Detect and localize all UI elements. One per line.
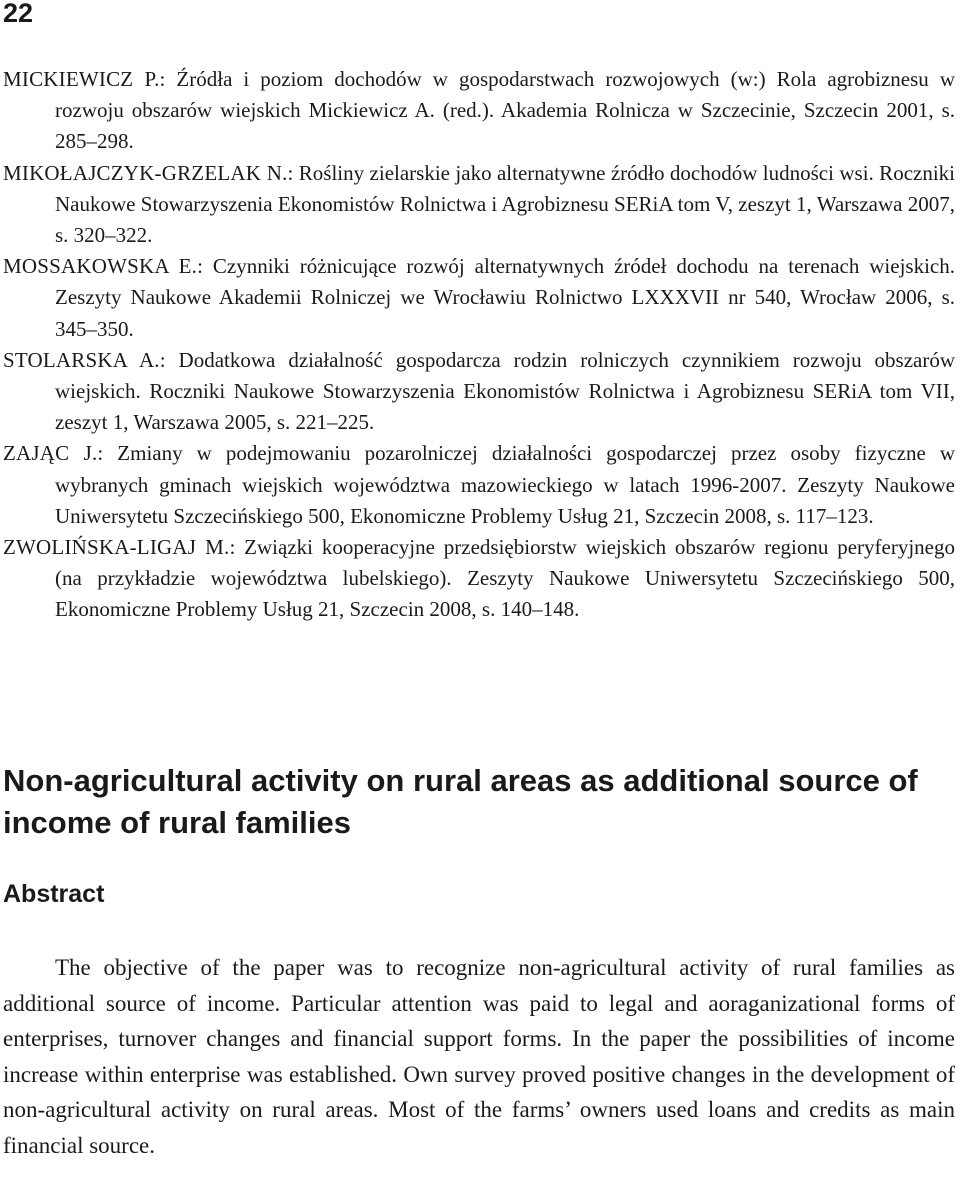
- reference-text: : Czynniki różnicujące rozwój alternatywnych źródeł dochodu na terenach wiejskich. Zeszyty Naukowe Akademii Rolniczej we Wrocławiu Rolnictwo LXXXVII nr 540, Wrocław 2006, s. 345–350.: [55, 254, 955, 341]
- reference-entry: [3, 532, 955, 626]
- reference-author: MOSSAKOWSKA E.: [3, 254, 198, 279]
- abstract-heading: Abstract: [3, 880, 105, 908]
- paper-title: Non-agricultural activity on rural areas as additional source of income of rural families: [3, 763, 918, 840]
- reference-text: : Źródła i poziom dochodów w gospodarstwach rozwojowych (w:) Rola agrobiznesu w rozwoju obszarów wiejskich Mickiewicz A. (red.). Akademia Rolnicza w Szczecinie, Szczecin 2001, s. 285–298.: [55, 67, 955, 154]
- reference-author: ZWOLIŃSKA-LIGAJ M.: [3, 535, 230, 560]
- reference-author: STOLARSKA A.: [3, 347, 160, 372]
- reference-entry: [3, 251, 955, 345]
- reference-text: : Dodatkowa działalność gospodarcza rodzin rolniczych czynnikiem rozwoju obszarów wiejskich. Roczniki Naukowe Stowarzyszenia Ekonomistów Rolnictwa i Agrobiznesu SERiA tom VII, zeszyt 1, Warszawa 2005, s. 221–225.: [55, 347, 955, 435]
- reference-list: [3, 64, 955, 626]
- reference-author: MIKOŁAJCZYK-GRZELAK N.: [3, 160, 288, 185]
- page-number: 22: [3, 0, 34, 28]
- reference-entry: [3, 438, 955, 532]
- reference-text: : Rośliny zielarskie jako alternatywne źródło dochodów ludności wsi. Roczniki Naukowe Stowarzyszenia Ekonomistów Rolnictwa i Agrobiznesu SERiA tom V, zeszyt 1, Warszawa 2007, s. 320–322.: [55, 160, 956, 248]
- reference-text: : Zmiany w podejmowaniu pozarolniczej działalności gospodarczej przez osoby fizyczne w wybranych gminach wiejskich województwa mazowieckiego w latach 1996-2007. Zeszyty Naukowe Uniwersytetu Szczecińskiego 500, Ekonomiczne Problemy Usług 21, Szczecin 2008, s. 117–123.: [55, 441, 955, 528]
- abstract-text: The objective of the paper was to recognize non-agricultural activity of rural families as additional source of income. Particular attention was paid to legal and aoraganizational forms of enterprises, turnover changes and financial support forms. In the paper the possibilities of income increase within enterprise was established. Own survey proved positive changes in the development of non-agricultural activity on rural areas. Most of the farms’ owners used loans and credits as main financial source.: [3, 955, 955, 1158]
- reference-entry: [3, 158, 955, 252]
- reference-author: ZAJĄC J.: [3, 441, 98, 466]
- reference-author: MICKIEWICZ P.: [3, 67, 160, 91]
- reference-text: : Związki kooperacyjne przedsiębiorstw wiejskich obszarów regionu peryferyjnego (na przykładzie województwa lubelskiego). Zeszyty Naukowe Uniwersytetu Szczecińskiego 500, Ekonomiczne Problemy Usług 21, Szczecin 2008, s. 140–148.: [55, 535, 955, 622]
- reference-entry: [3, 345, 955, 439]
- reference-entry: [3, 64, 955, 158]
